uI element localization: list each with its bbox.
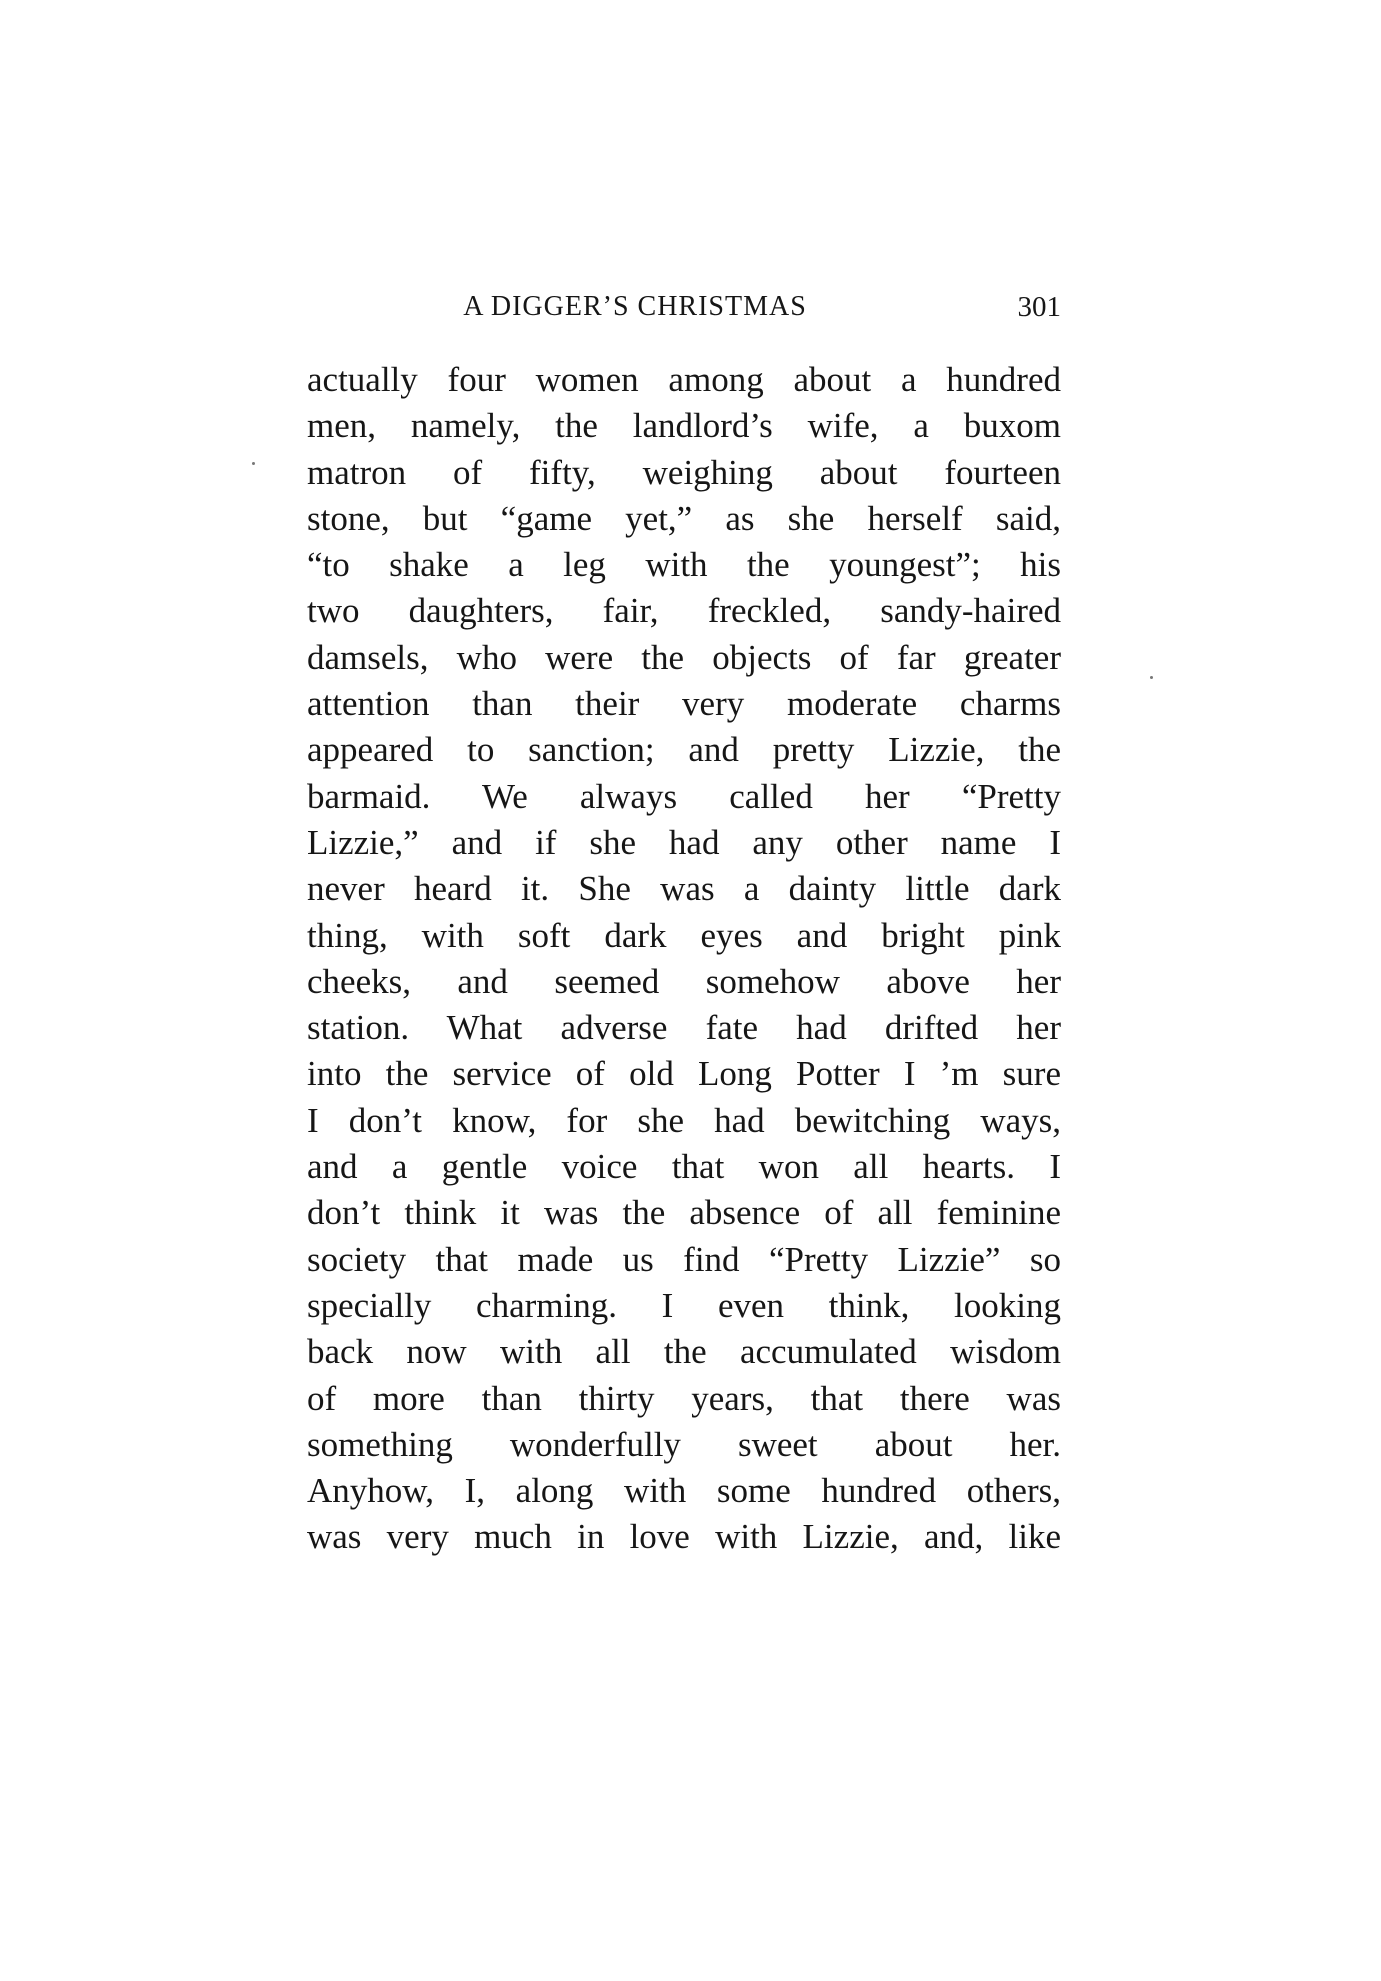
text-line: damsels, who were the objects of far greater: [307, 637, 1061, 677]
text-line: specially charming. I even think, looking: [307, 1285, 1061, 1325]
text-line: “to shake a leg with the youngest”; his: [307, 545, 1061, 585]
text-line: was very much in love with Lizzie, and, like: [307, 1517, 1061, 1557]
text-line: actually four women among about a hundred: [307, 360, 1061, 399]
text-line: and a gentle voice that won all hearts. I: [307, 1147, 1061, 1187]
running-title: A DIGGER’S CHRISTMAS: [463, 291, 807, 322]
text-line: two daughters, fair, freckled, sandy-haired: [307, 591, 1061, 631]
text-line: I don’t know, for she had bewitching ways,: [307, 1100, 1061, 1140]
text-line: attention than their very moderate charms: [307, 684, 1061, 724]
text-line: something wonderfully sweet about her.: [307, 1424, 1061, 1464]
text-line: barmaid. We always called her “Pretty: [307, 776, 1061, 816]
text-line: never heard it. She was a dainty little dark: [307, 869, 1061, 909]
text-line: don’t think it was the absence of all feminine: [307, 1193, 1061, 1233]
scan-speck: [1150, 676, 1153, 679]
page-number: 301: [1017, 291, 1061, 323]
text-line: station. What adverse fate had drifted her: [307, 1008, 1061, 1048]
text-line: matron of fifty, weighing about fourteen: [307, 452, 1061, 492]
text-line: stone, but “game yet,” as she herself said,: [307, 498, 1061, 538]
text-line: back now with all the accumulated wisdom: [307, 1332, 1061, 1372]
text-line: thing, with soft dark eyes and bright pink: [307, 915, 1061, 955]
text-line: into the service of old Long Potter I ’m sure: [307, 1054, 1061, 1094]
text-line: appeared to sanction; and pretty Lizzie, the: [307, 730, 1061, 770]
text-line: men, namely, the landlord’s wife, a buxom: [307, 406, 1061, 446]
text-line: of more than thirty years, that there was: [307, 1378, 1061, 1418]
text-line: cheeks, and seemed somehow above her: [307, 961, 1061, 1001]
scan-speck: [252, 462, 255, 465]
text-line: society that made us find “Pretty Lizzie” so: [307, 1239, 1061, 1279]
text-line: Lizzie,” and if she had any other name I: [307, 822, 1061, 862]
text-line: Anyhow, I, along with some hundred others,: [307, 1471, 1061, 1511]
body-text: [307, 357, 1061, 1561]
running-head: [307, 287, 1061, 327]
